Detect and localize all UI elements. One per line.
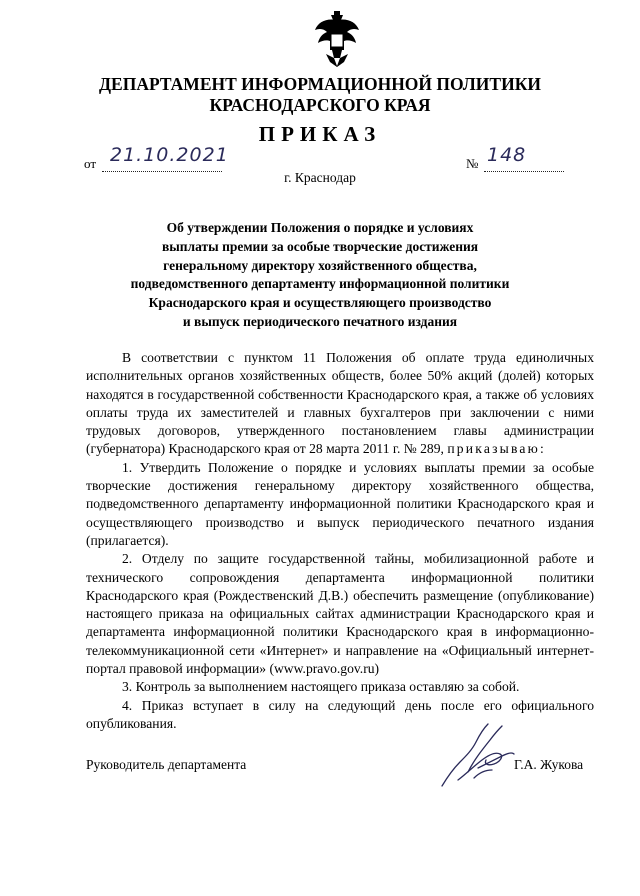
coat-of-arms-icon [312,10,362,68]
document-title: ПРИКАЗ [258,122,382,146]
date-label: от [84,156,97,171]
order-number: 148 [487,144,527,166]
signatory-name: Г.А. Жукова [514,757,584,772]
heading-line: выплаты премии за особые творческие достижения [161,238,479,254]
number-label: № [466,156,479,171]
order-heading [120,219,520,332]
heading-line: Об утверждении Положения о порядке и условиях [166,220,474,235]
city: г. Краснодар [284,170,356,185]
order-body [86,349,594,733]
heading-line: Краснодарского края и осуществляющего производство [148,295,492,311]
item-1: 1. Утвердить Положение о порядке и условиях выплаты премии за особые творческие достижения генеральному директору хозяйственного общества, подведомственного департаменту информационной политики Краснодарского края и осуществляющего производство и выпуск периодического печатного издания (прилагается). [86,459,594,548]
handwritten-signature-icon [438,720,528,792]
heading-line: и выпуск периодического печатного издания [182,313,458,329]
heading-line: генеральному директору хозяйственного общества, [163,257,477,273]
heading-line: подведомственного департаменту информационной политики [130,276,510,292]
item-2: 2. Отделу по защите государственной тайны, мобилизационной работе и технического сопровождения департамента информационной политики Краснодарского края (Рождественский Д.В.) обеспечить размещение (опубликование) настоящего приказа на официальных сайтах администрации Краснодарского края и департамента информационной политики Краснодарского края в информационно-телекоммуникационной сети «Интернет» и направление на «Официальный интернет-портал правовой информации» (www.pravo.gov.ru) [86,551,594,677]
item-3: 3. Контроль за выполнением настоящего приказа оставляю за собой. [122,679,520,695]
preamble-text: В соответствии с пунктом 11 Положения об оплате труда единоличных исполнительных органов хозяйственных обществ, более 50% акций (долей) которых находятся в государственной собственности Краснодарского края, а также об условиях оплаты труда их заместителей и главных бухгалтеров при заключении с ними трудовых договоров, утвержденного постановлением главы администрации (губернатора) Краснодарского края от 28 марта 2011 г. № 289, [86,350,594,457]
order-date: 21.10.2021 [110,144,229,166]
department-name-line1: ДЕПАРТАМЕНТ ИНФОРМАЦИОННОЙ ПОЛИТИКИ [99,74,541,94]
item-4: 4. Приказ вступает в силу на следующий день после его официального опубликования. [86,697,594,731]
department-name-line2: КРАСНОДАРСКОГО КРАЯ [209,95,431,115]
preamble-paragraph [86,349,594,459]
command-word: приказываю: [447,441,546,457]
signatory-position: Руководитель департамента [86,757,247,772]
